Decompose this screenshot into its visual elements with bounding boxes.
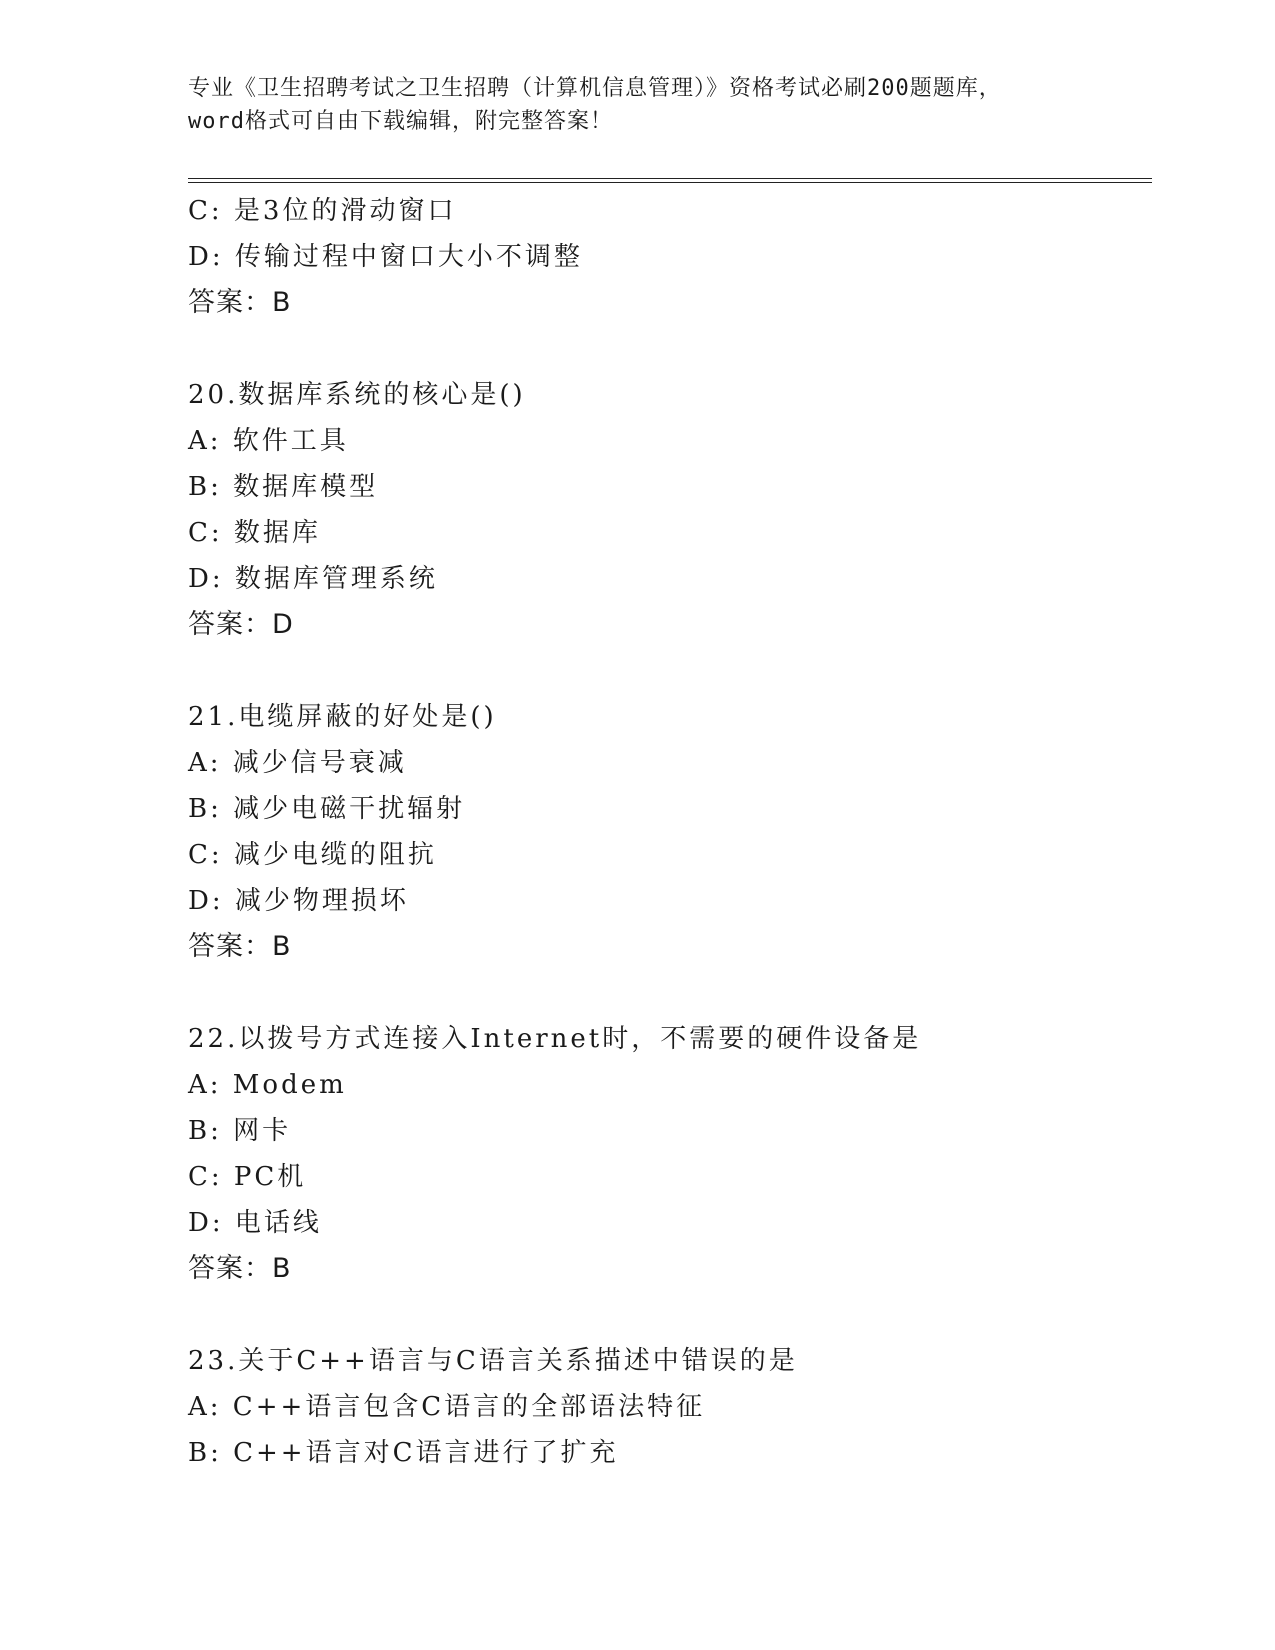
spacer	[188, 970, 1148, 1016]
option-b: B: 网卡	[188, 1116, 292, 1146]
question-stem: 20.数据库系统的核心是()	[188, 380, 526, 410]
question-22	[188, 1016, 1148, 1292]
option-b: B: 数据库模型	[188, 472, 379, 502]
option-d: D: 数据库管理系统	[188, 564, 438, 594]
header-divider	[188, 178, 1152, 183]
option-c: C: PC机	[188, 1162, 307, 1192]
option-a: A: 软件工具	[188, 426, 349, 456]
spacer	[188, 1292, 1148, 1338]
header-title-line-1: 专业《卫生招聘考试之卫生招聘（计算机信息管理）》资格考试必刷200题题库，	[188, 76, 1002, 101]
answer-line: 答案：B	[188, 931, 292, 962]
question-23	[188, 1338, 1148, 1476]
question-stem: 23.关于C++语言与C语言关系描述中错误的是	[188, 1346, 798, 1376]
question-stem: 22.以拨号方式连接入Internet时，不需要的硬件设备是	[188, 1024, 922, 1054]
spacer	[188, 326, 1148, 372]
option-b: B: C++语言对C语言进行了扩充	[188, 1438, 619, 1468]
document-header	[188, 72, 1088, 138]
question-content	[188, 188, 1148, 1476]
header-title-line-2: word格式可自由下载编辑，附完整答案！	[188, 109, 613, 134]
question-stem: 21.电缆屏蔽的好处是()	[188, 702, 497, 732]
option-a: A: C++语言包含C语言的全部语法特征	[188, 1392, 706, 1422]
option-c: C: 是3位的滑动窗口	[188, 196, 457, 226]
answer-line: 答案：D	[188, 609, 294, 640]
question-20	[188, 372, 1148, 648]
option-b: B: 减少电磁干扰辐射	[188, 794, 466, 824]
option-d: D: 传输过程中窗口大小不调整	[188, 242, 583, 272]
option-c: C: 减少电缆的阻抗	[188, 840, 437, 870]
answer-line: 答案：B	[188, 287, 292, 318]
option-c: C: 数据库	[188, 518, 321, 548]
answer-line: 答案：B	[188, 1253, 292, 1284]
option-d: D: 电话线	[188, 1208, 322, 1238]
option-a: A: Modem	[188, 1070, 347, 1100]
option-a: A: 减少信号衰减	[188, 748, 407, 778]
spacer	[188, 648, 1148, 694]
question-21	[188, 694, 1148, 970]
option-d: D: 减少物理损坏	[188, 886, 409, 916]
